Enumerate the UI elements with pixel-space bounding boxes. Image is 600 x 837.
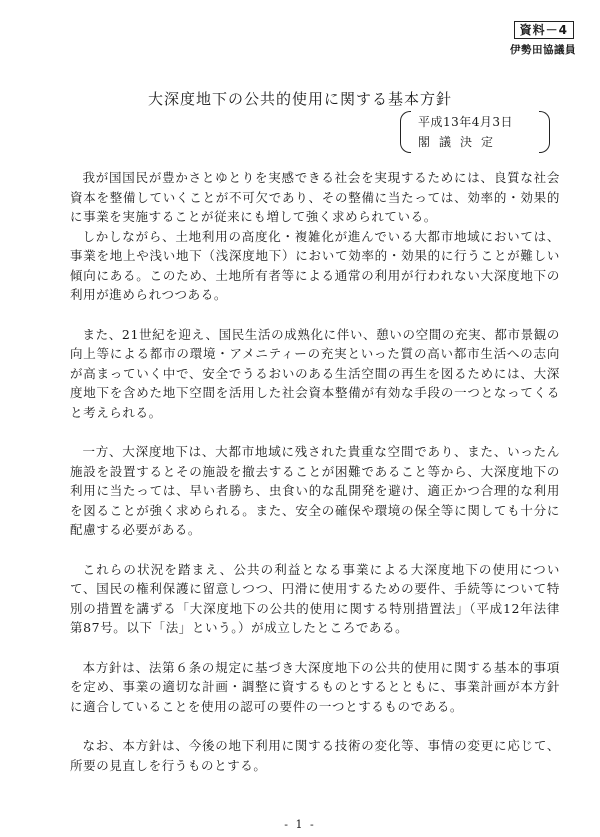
paragraph-2: しかしながら、土地利用の高度化・複雑化が進んでいる大都市地域においては、事業を地上や浅い地下（浅深度地下）において効率的・効果的に行うことが難しい傾向にある。このため、土地所有者等による通常の利用が行われない大深度地下の利用が進められつつある。 <box>70 228 560 302</box>
decision-type: 閣議決定 <box>418 135 503 149</box>
document-title: 大深度地下の公共的使用に関する基本方針 <box>147 90 452 108</box>
paragraph-7: なお、本方針は、今後の地下利用に関する技術の変化等、事情の変更に応じて、所要の見直しを行うものとする。 <box>70 738 560 773</box>
document-body <box>70 168 560 775</box>
paragraph-4: 一方、大深度地下は、大都市地域に残された貴重な空間であり、また、いったん施設を設置するとその施設を撤去することが困難であること等から、大深度地下の利用に当たっては、早い者勝ち、虫食い的な乱開発を避け、適正かつ合理的な利用を図ることが強く求められる。また、安全の確保や環境の保全等に関しても十分に配慮する必要がある。 <box>70 444 560 537</box>
document-label: 資料－4 <box>514 21 574 39</box>
decision-date: 平成13年4月3日 <box>418 115 514 129</box>
left-bracket <box>400 111 411 153</box>
page-number: - 1 - <box>284 818 316 831</box>
paragraph-5: これらの状況を踏まえ、公共の利益となる事業による大深度地下の使用について、国民の権利保護に留意しつつ、円滑に使用するための要件、手続等について特別の措置を講ずる「大深度地下の公共的使用に関する特別措置法」（平成12年法律第87号。以下「法」という。）が成立したところである。 <box>70 561 560 635</box>
decision-box <box>400 111 550 153</box>
author-name: 伊勢田協議員 <box>510 44 576 56</box>
right-bracket <box>539 111 550 153</box>
paragraph-1: 我が国国民が豊かさとゆとりを実感できる社会を実現するためには、良質な社会資本を整備していくことが不可欠であり、その整備に当たっては、効率的・効果的に事業を実施することが従来にも増して強く求められている。 <box>70 170 560 224</box>
paragraph-6: 本方針は、法第６条の規定に基づき大深度地下の公共的使用に関する基本的事項を定め、事業の適切な計画・調整に資するものとするとともに、事業計画が本方針に適合していることを使用の認可の要件の一つとするものである。 <box>70 659 560 714</box>
paragraph-3: また、21世紀を迎え、国民生活の成熟化に伴い、憩いの空間の充実、都市景観の向上等による都市の環境・アメニティーの充実といった質の高い都市生活への志向が高まっていく中で、安全でうるおいのある生活空間の再生を図るためには、大深度地下を含めた地下空間を活用した社会資本整備が有効な手段の一つとなってくると考えられる。 <box>70 326 560 420</box>
